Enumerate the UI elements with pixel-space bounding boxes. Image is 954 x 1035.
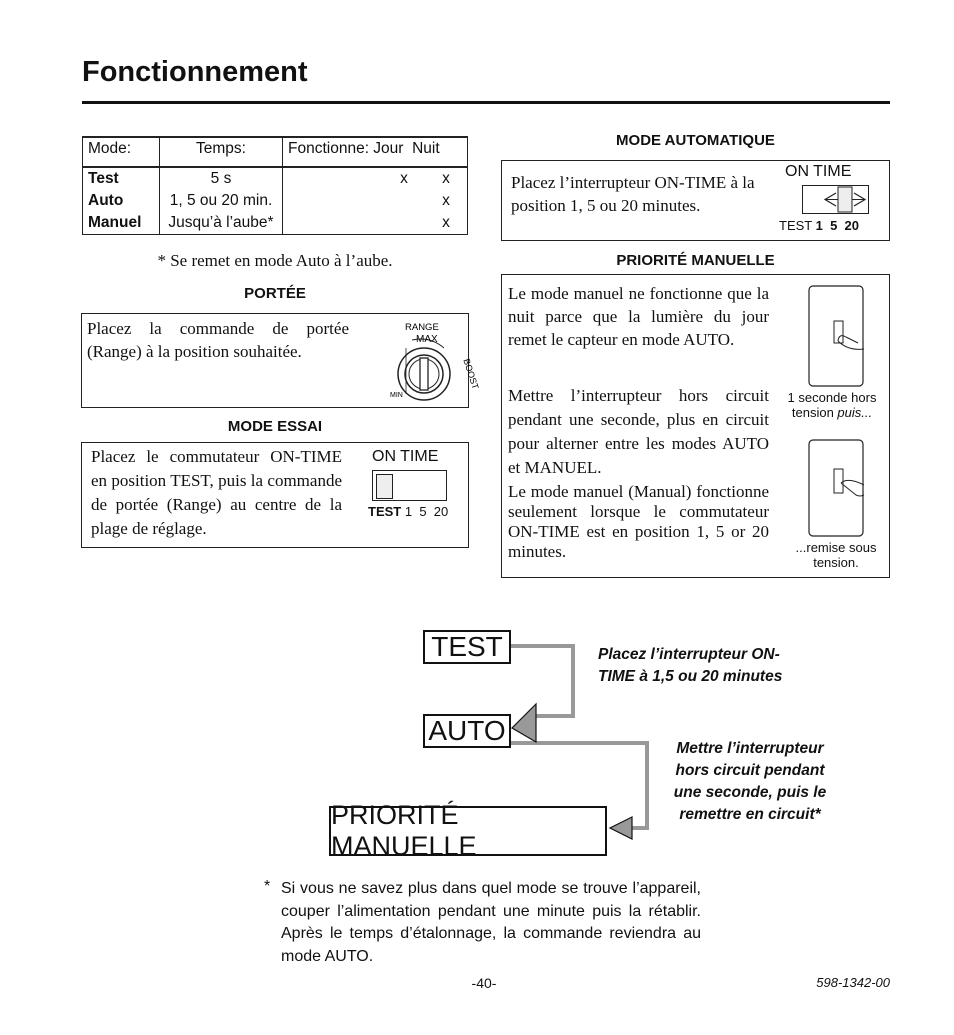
flow-auto-box: AUTO bbox=[423, 714, 511, 748]
auto-heading: MODE AUTOMATIQUE bbox=[616, 132, 775, 149]
essai-scale bbox=[368, 504, 448, 519]
page-number: -40- bbox=[471, 975, 497, 991]
flow-test-box: TEST bbox=[423, 630, 511, 664]
day-mark: x bbox=[400, 170, 408, 187]
page-title: Fonctionnement bbox=[82, 56, 308, 88]
header-mode: Mode: bbox=[83, 137, 160, 167]
caption-off-text: tension bbox=[791, 405, 838, 420]
dial-min-label: MIN bbox=[390, 392, 403, 399]
table-row bbox=[83, 190, 468, 212]
portee-box bbox=[81, 313, 481, 408]
mode-table bbox=[82, 136, 468, 235]
footnote-text: Si vous ne savez plus dans quel mode se trouve l’appareil, couper l’alimentation pendant une minute puis la rétablir. Après le temps d’étalonnage, la commande reviendra au mode AUTO. bbox=[281, 880, 701, 965]
arrow-to-manual-icon bbox=[610, 817, 632, 839]
flow-note-2-line2: hors circuit pendant bbox=[675, 762, 825, 779]
dial-boost-label: BOOST bbox=[461, 357, 481, 391]
flow-note-1-line2: TIME à 1,5 ou 20 minutes bbox=[598, 668, 783, 685]
night-mark: x bbox=[442, 192, 450, 209]
caption-on bbox=[772, 540, 900, 570]
dial-max-label: MAX bbox=[416, 334, 438, 345]
range-dial-icon bbox=[382, 318, 481, 404]
flow-note-2 bbox=[652, 738, 848, 826]
auto-scale bbox=[779, 218, 859, 233]
flow-note-2-line3: une seconde, puis le bbox=[673, 784, 827, 801]
footnote-mark: * bbox=[264, 878, 271, 895]
wall-switch-off-icon bbox=[808, 285, 864, 389]
table-row bbox=[83, 212, 468, 235]
table-row bbox=[83, 167, 468, 190]
on-time-switch bbox=[372, 470, 447, 501]
row-time: 5 s bbox=[160, 167, 283, 190]
priorite-box bbox=[501, 274, 890, 578]
caption-off bbox=[772, 390, 892, 420]
wall-switch-on-icon bbox=[808, 439, 864, 539]
caption-off-italic: puis... bbox=[837, 405, 873, 420]
header-operation: Fonctionne: Jour Nuit bbox=[283, 137, 468, 167]
priorite-p3: Le mode manuel (Manual) fonctionne seulement lorsque le commutateur ON-TIME est en position 1, 5 or 20 minutes. bbox=[508, 482, 769, 561]
auto-text: Placez l’interrupteur ON-TIME à la position 1, 5 ou 20 minutes. bbox=[511, 173, 755, 215]
row-mode: Test bbox=[83, 167, 160, 190]
row-time: Jusqu’à l’aube* bbox=[160, 212, 283, 235]
flow-note-1 bbox=[598, 644, 782, 688]
flow-manual-box: PRIORITÉ MANUELLE bbox=[329, 806, 607, 856]
flow-note-2-line4: remettre en circuit* bbox=[679, 806, 821, 823]
header-time: Temps: bbox=[160, 137, 283, 167]
row-marks bbox=[283, 212, 468, 235]
on-time-switch-auto bbox=[802, 185, 869, 214]
portee-heading: PORTÉE bbox=[244, 285, 306, 302]
caption-on-line1: ...remise sous bbox=[795, 540, 877, 555]
switch-arrows-icon bbox=[803, 186, 868, 213]
essai-switch-label: ON TIME bbox=[372, 448, 439, 465]
auto-switch-label: ON TIME bbox=[785, 163, 852, 180]
scale-test: TEST bbox=[368, 504, 402, 519]
table-header-row bbox=[83, 137, 468, 167]
caption-off-line1: 1 seconde hors bbox=[787, 390, 877, 405]
row-time: 1, 5 ou 20 min. bbox=[160, 190, 283, 212]
row-marks bbox=[283, 167, 468, 190]
priorite-p2: Mettre l’interrupteur hors circuit pendant une seconde, plus en circuit pour alterner entre les modes AUTO et MANUEL. bbox=[508, 386, 769, 477]
scale-test: TEST bbox=[779, 218, 812, 233]
document-code: 598-1342-00 bbox=[816, 975, 890, 990]
flow-note-1-line1: Placez l’interrupteur ON- bbox=[598, 646, 780, 663]
arrow-to-auto-icon bbox=[512, 704, 536, 742]
priorite-heading: PRIORITÉ MANUELLE bbox=[616, 252, 775, 269]
dial-range-label: RANGE bbox=[405, 322, 439, 333]
essai-box bbox=[81, 442, 469, 548]
scale-values: 1 5 20 bbox=[815, 218, 859, 233]
row-mode: Manuel bbox=[83, 212, 160, 235]
row-marks bbox=[283, 190, 468, 212]
priorite-p1: Le mode manuel ne fonctionne que la nuit parce que la lumière du jour remet le capteur en mode AUTO. bbox=[508, 284, 769, 349]
auto-box bbox=[501, 160, 890, 241]
caption-on-line2: tension. bbox=[813, 555, 859, 570]
essai-text: Placez le commutateur ON-TIME en position TEST, puis la commande de portée (Range) au centre de la plage de réglage. bbox=[91, 447, 342, 538]
essai-heading: MODE ESSAI bbox=[227, 418, 323, 435]
scale-values: 1 5 20 bbox=[404, 504, 449, 519]
caption-off-line2 bbox=[772, 405, 892, 420]
switch-slider-icon bbox=[376, 474, 393, 499]
portee-text: Placez la commande de portée (Range) à la position souhaitée. bbox=[87, 319, 349, 361]
table-footnote: * Se remet en mode Auto à l’aube. bbox=[157, 251, 393, 270]
title-rule bbox=[82, 101, 890, 104]
night-mark: x bbox=[442, 214, 450, 231]
night-mark: x bbox=[442, 170, 450, 187]
row-mode: Auto bbox=[83, 190, 160, 212]
flow-note-2-line1: Mettre l’interrupteur bbox=[676, 740, 824, 757]
